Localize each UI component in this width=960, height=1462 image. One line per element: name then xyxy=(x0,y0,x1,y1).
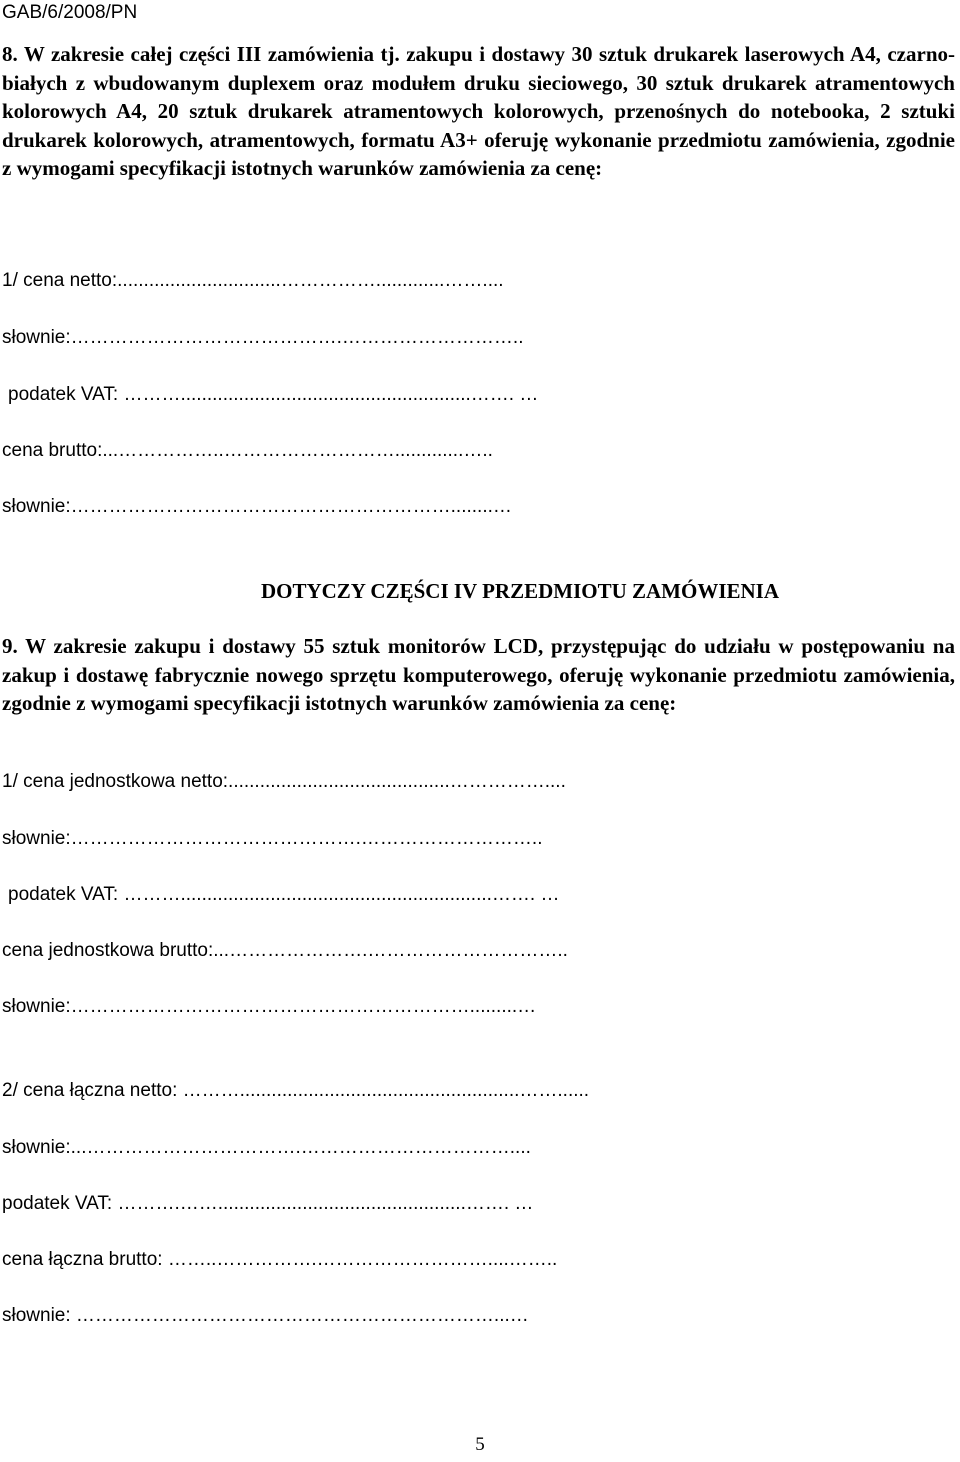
section-8-net-price-field: 1/ cena netto:...............................…………….............…….... xyxy=(2,270,504,291)
section-9-total-net-price-in-words-field: słownie:...…………………………….…………………………….... xyxy=(2,1137,531,1158)
section-8-net-price-in-words-field: słownie:…………………………………….……………………….. xyxy=(2,327,524,348)
section-8-paragraph: 8. W zakresie całej części III zamówienia tj. zakupu i dostawy 30 sztuk drukarek laserowych A4, czarno-białych z wbudowanym duplexem oraz modułem druku sieciowego, 30 sztuk drukarek atramentowych kolorowych A4, 20 sztuk drukarek atramentowych kolorowych, przenośnych do notebooka, 2 sztuki drukarek kolorowych, atramentowych, formatu A3+ oferuję wykonanie przedmiotu zamówienia, zgodnie z wymogami specyfikacji istotnych warunków zamówienia za cenę: xyxy=(2,42,955,181)
section-9-unit-gross-price-field: cena jednostkowa brutto:...………………….………………………….. xyxy=(2,940,568,961)
section-8-gross-price-field: cena brutto:...……………..……………………….............….. xyxy=(2,440,493,461)
section-9-unit-gross-price-in-words-field: słownie:……………………………………………………….........… xyxy=(2,996,537,1017)
section-9-total-gross-price-field: cena łączna brutto: ……..…………….………………………....…….. xyxy=(2,1249,558,1270)
section-9-total-vat-field: podatek VAT: ……….……...............................................……. … xyxy=(2,1193,534,1214)
section-9-total-net-price-field: 2/ cena łączna netto: ……….....................................................……...... xyxy=(2,1080,590,1101)
page-number: 5 xyxy=(475,1434,485,1455)
section-8-gross-price-in-words-field: słownie:……………………………………………………........… xyxy=(2,496,512,517)
section-iv-heading: DOTYCZY CZĘŚCI IV PRZEDMIOTU ZAMÓWIENIA xyxy=(260,579,780,603)
section-9-total-gross-price-in-words-field: słownie: …………………………………………………………...… xyxy=(2,1305,529,1326)
section-9-unit-net-price-in-words-field: słownie:……………………………………….……………………….. xyxy=(2,828,543,849)
section-9-unit-net-price-field: 1/ cena jednostkowa netto:..........................................…………….... xyxy=(2,771,566,792)
section-9-paragraph: 9. W zakresie zakupu i dostawy 55 sztuk monitorów LCD, przystępując do udziału w postępowaniu na zakup i dostawę fabrycznie nowego sprzętu komputerowego, oferuję wykonanie przedmiotu zamówienia, zgodnie z wymogami specyfikacji istotnych warunków zamówienia za cenę: xyxy=(2,634,955,716)
section-8-vat-field: podatek VAT: ……….......................................................……. … xyxy=(8,384,539,405)
section-9-unit-vat-field: podatek VAT: ………...........................................................……. … xyxy=(8,884,560,905)
document-reference-number: GAB/6/2008/PN xyxy=(2,2,138,23)
